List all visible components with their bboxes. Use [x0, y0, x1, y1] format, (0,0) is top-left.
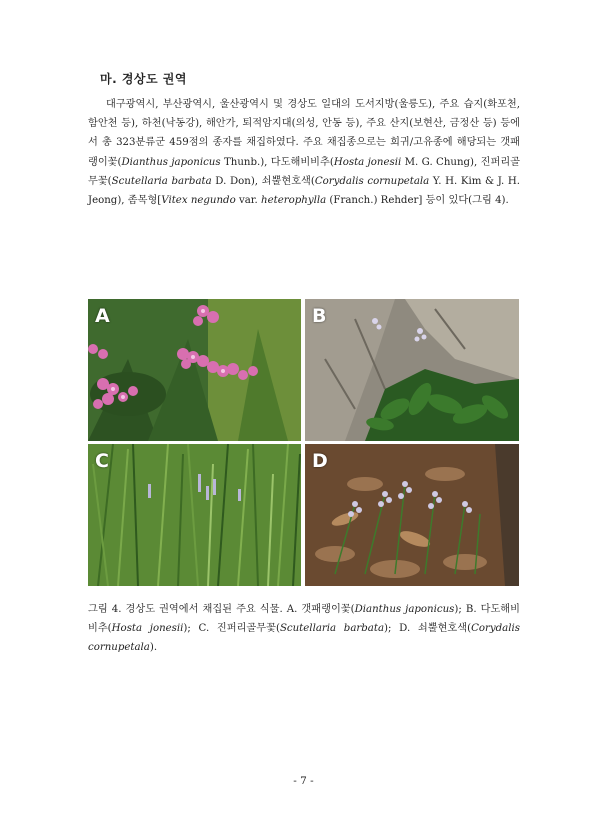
- species-name: Scutellaria barbata: [111, 175, 212, 187]
- dianthus-photo: [88, 299, 301, 441]
- species-name: Corydalis cornupetala: [314, 175, 430, 187]
- photo-panel-d: [305, 444, 519, 586]
- panel-label: A: [95, 305, 110, 327]
- scutellaria-photo: [88, 444, 301, 586]
- corydalis-photo: [305, 444, 519, 586]
- text-run: Thunb.), 다도해비비추(: [220, 156, 334, 168]
- photo-panel-b: [305, 299, 519, 441]
- species-name: Vitex negundo: [161, 195, 236, 207]
- text-run: ); D. 쇠뿔현호색(: [384, 623, 472, 634]
- species-name: Hosta jonesii: [111, 623, 184, 634]
- species-name: heterophylla: [261, 195, 327, 207]
- panel-label: B: [312, 305, 327, 327]
- photo-panel-c: [88, 444, 301, 586]
- text-run: 그림 4. 경상도 권역에서 채집된 주요 식물. A. 갯패랭이꽃(: [88, 604, 355, 615]
- text-run: (Franch.) Rehder] 등이 있다(그림 4).: [326, 195, 509, 207]
- figure-4-photo-grid: [88, 299, 519, 586]
- species-name: Dianthus japonicus: [354, 604, 455, 615]
- section-heading: 마. 경상도 권역: [100, 72, 187, 86]
- text-run: M. G. Chung), 진퍼리골무꽃(: [88, 156, 521, 187]
- species-name: Hosta jonesii: [333, 156, 402, 168]
- text-run: ); C. 진퍼리골무꽃(: [183, 623, 280, 634]
- body-paragraph: [88, 95, 520, 210]
- page-number: - 7 -: [293, 775, 314, 787]
- figure-caption: [88, 600, 520, 657]
- text-run: ).: [149, 642, 158, 653]
- species-name: Corydalis cornupetala: [88, 623, 520, 653]
- species-name: Dianthus japonicus: [121, 156, 221, 168]
- species-name: Scutellaria barbata: [279, 623, 385, 634]
- text-run: ); B. 다도해비비추(: [88, 604, 520, 634]
- panel-label: D: [312, 450, 328, 472]
- hosta-photo: [305, 299, 519, 441]
- text-run: var.: [235, 195, 262, 207]
- text-run: 대구광역시, 부산광역시, 울산광역시 및 경상도 일대의 도서지방(울릉도), 주요 습지(화포천, 함안천 등), 하천(낙동강), 해안가, 퇴적암지대(의성, 안동 등), 주요 산지(보현산, 금정산 등) 등에서 총 323분류군 459점의 종자를 채집하였다. 주요 채집종으로는 희귀/고유종에 해당되는 갯패랭이꽃(: [88, 99, 520, 168]
- panel-label: C: [95, 450, 109, 472]
- paragraph-text: [88, 95, 520, 210]
- text-run: D. Don), 쇠뿔현호색(: [211, 175, 315, 187]
- text-run: Y. H. Kim & J. H. Jeong), 좀목형[: [88, 175, 521, 207]
- photo-panel-a: [88, 299, 301, 441]
